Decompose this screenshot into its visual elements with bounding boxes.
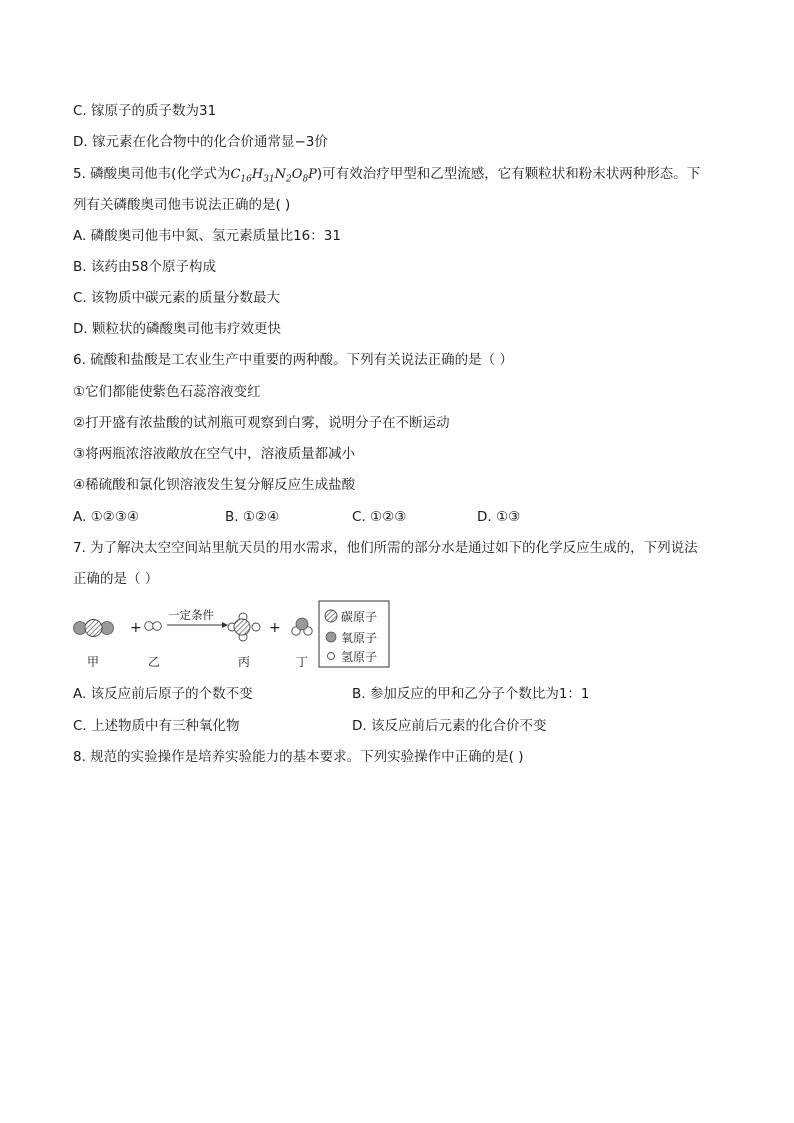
label-bing: 丙 xyxy=(238,655,251,669)
q6-option-d: D. ①③ xyxy=(477,509,521,525)
q4-option-d: D. 镓元素在化合物中的化合价通常显−3价 xyxy=(73,134,328,150)
legend-oxygen: 氧原子 xyxy=(341,631,378,645)
q5-stem-line2: 列有关磷酸奥司他韦说法正确的是( ) xyxy=(73,197,291,213)
q5-option-a: A. 磷酸奥司他韦中氮、氢元素质量比16：31 xyxy=(73,228,341,244)
q6-option-a: A. ①②③④ xyxy=(73,509,139,525)
molecule-bing xyxy=(228,613,260,641)
legend-hydrogen: 氢原子 xyxy=(341,650,378,664)
q7-stem-line1: 7. 为了解决太空空间站里航天员的用水需求，他们所需的部分水是通过如下的化学反应生成的，下列说法 xyxy=(73,540,698,556)
reaction-condition: 一定条件 xyxy=(168,608,214,622)
legend-hydrogen-swatch xyxy=(328,653,335,660)
label-yi: 乙 xyxy=(148,655,161,669)
legend-carbon: 碳原子 xyxy=(341,610,378,624)
plus-sign-1: + xyxy=(130,620,142,636)
q5-option-d: D. 颗粒状的磷酸奥司他韦疗效更快 xyxy=(73,321,281,337)
q7-option-a: A. 该反应前后原子的个数不变 xyxy=(73,686,253,702)
q7-stem-line2: 正确的是（ ） xyxy=(73,571,159,587)
legend-oxygen-swatch xyxy=(326,632,336,642)
label-jia: 甲 xyxy=(87,655,100,669)
q7-options-row1 xyxy=(73,684,733,704)
q5-option-c: C. 该物质中碳元素的质量分数最大 xyxy=(73,290,281,306)
q8-stem: 8. 规范的实验操作是培养实验能力的基本要求。下列实验操作中正确的是( ) xyxy=(73,749,524,765)
atom-legend xyxy=(319,601,389,667)
q7-options-row2 xyxy=(73,716,733,736)
reaction-diagram xyxy=(70,600,400,672)
q6-option-b: B. ①②④ xyxy=(225,509,280,525)
q5-stem-suffix: )可有效治疗甲型和乙型流感，它有颗粒状和粉末状两种形态。下 xyxy=(316,166,701,182)
q5-stem-line1 xyxy=(73,164,700,190)
q6-statement-1: ①它们都能使紫色石蕊溶液变红 xyxy=(73,384,261,400)
q6-statement-2: ②打开盛有浓盐酸的试剂瓶可观察到白雾，说明分子在不断运动 xyxy=(73,415,450,431)
q7-option-c: C. 上述物质中有三种氧化物 xyxy=(73,718,240,734)
q5-formula: $C_{16}H_{31}N_2O_8P$ xyxy=(230,167,317,185)
q7-option-b: B. 参加反应的甲和乙分子个数比为1：1 xyxy=(352,686,590,702)
q5-option-b: B. 该药由58个原子构成 xyxy=(73,259,217,275)
reaction-arrow xyxy=(167,622,228,628)
q4-option-c: C. 镓原子的质子数为31 xyxy=(73,103,217,119)
q6-statement-3: ③将两瓶浓溶液敞放在空气中，溶液质量都减小 xyxy=(73,446,356,462)
plus-sign-2: + xyxy=(269,620,281,636)
label-ding: 丁 xyxy=(296,655,309,669)
legend-carbon-swatch xyxy=(325,610,337,622)
q6-stem: 6. 硫酸和盐酸是工农业生产中重要的两种酸。下列有关说法正确的是（ ） xyxy=(73,352,513,368)
molecule-yi xyxy=(145,622,162,631)
q6-statement-4: ④稀硫酸和氯化钡溶液发生复分解反应生成盐酸 xyxy=(73,477,356,493)
q6-option-c: C. ①②③ xyxy=(352,509,407,525)
q6-options-row xyxy=(73,507,733,527)
molecule-ding xyxy=(292,618,312,635)
q7-option-d: D. 该反应前后元素的化合价不变 xyxy=(352,718,547,734)
molecule-jia xyxy=(74,620,114,637)
q5-stem-prefix: 5. 磷酸奥司他韦(化学式为 xyxy=(73,166,231,182)
